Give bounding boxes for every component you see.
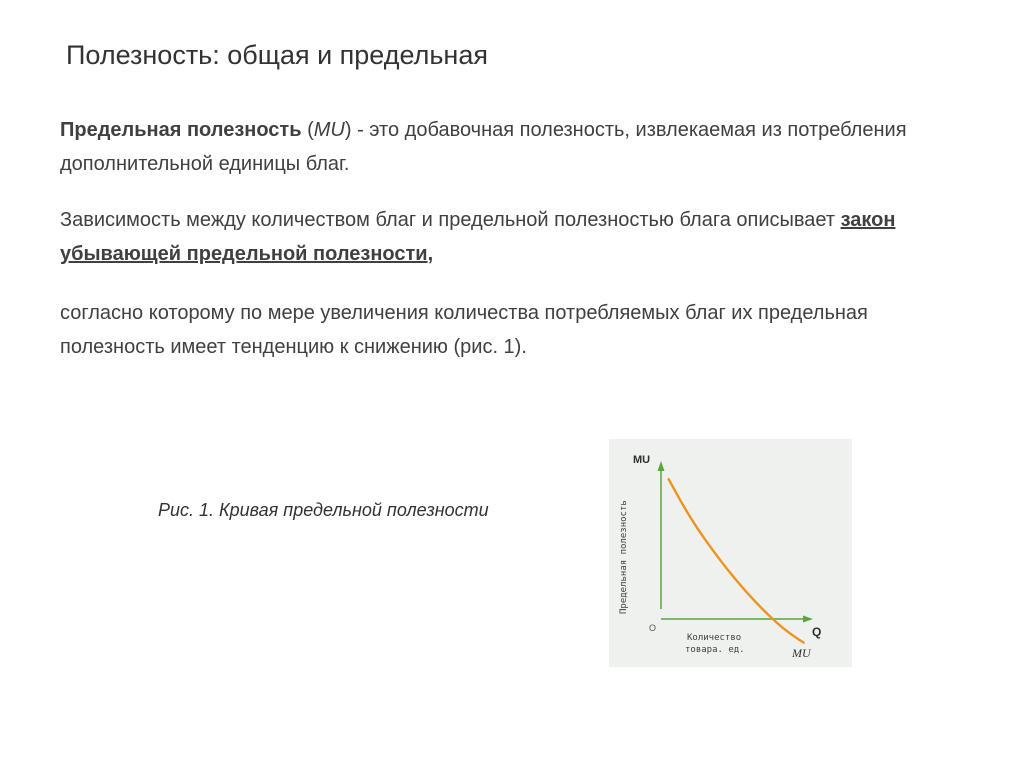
mu-chart-svg <box>609 439 852 667</box>
slide-title: Полезность: общая и предельная <box>66 40 488 70</box>
y-axis-label-mu: MU <box>633 454 651 466</box>
abbr-mu: MU <box>313 119 345 141</box>
definition-text: - это добавочная полезность, извлекаемая из потребления дополнительной единицы благ. <box>60 119 907 175</box>
curve-label-mu: MU <box>792 646 811 660</box>
abbr-close: ) <box>344 119 352 141</box>
figure-caption: Рис. 1. Кривая предельной полезности <box>158 500 489 520</box>
paragraph-dependence <box>60 203 940 271</box>
origin-label: O <box>649 623 657 633</box>
y-axis-label-side: Предельная полезность <box>619 500 629 614</box>
x-axis-label-q: Q <box>812 625 822 639</box>
mu-chart <box>609 439 852 667</box>
x-axis-label-line1: Количество <box>687 633 742 643</box>
paragraph-definition <box>60 113 940 181</box>
law-diminishing-utility: закон убывающей предельной полезности <box>60 209 896 265</box>
law-comma: , <box>427 243 434 265</box>
abbr-open: ( <box>301 119 314 141</box>
x-axis-label-line2: товара. ед. <box>685 645 745 655</box>
term-marginal-utility: Предельная полезность <box>60 119 302 141</box>
paragraph-law-explanation: согласно которому по мере увеличения количества потребляемых благ их предельная полезность имеет тенденцию к снижению (рис. 1). <box>60 302 868 358</box>
dependence-text: Зависимость между количеством благ и предельной полезностью блага описывает <box>60 209 841 231</box>
y-axis-arrow <box>658 461 665 471</box>
x-axis-arrow <box>803 616 813 623</box>
